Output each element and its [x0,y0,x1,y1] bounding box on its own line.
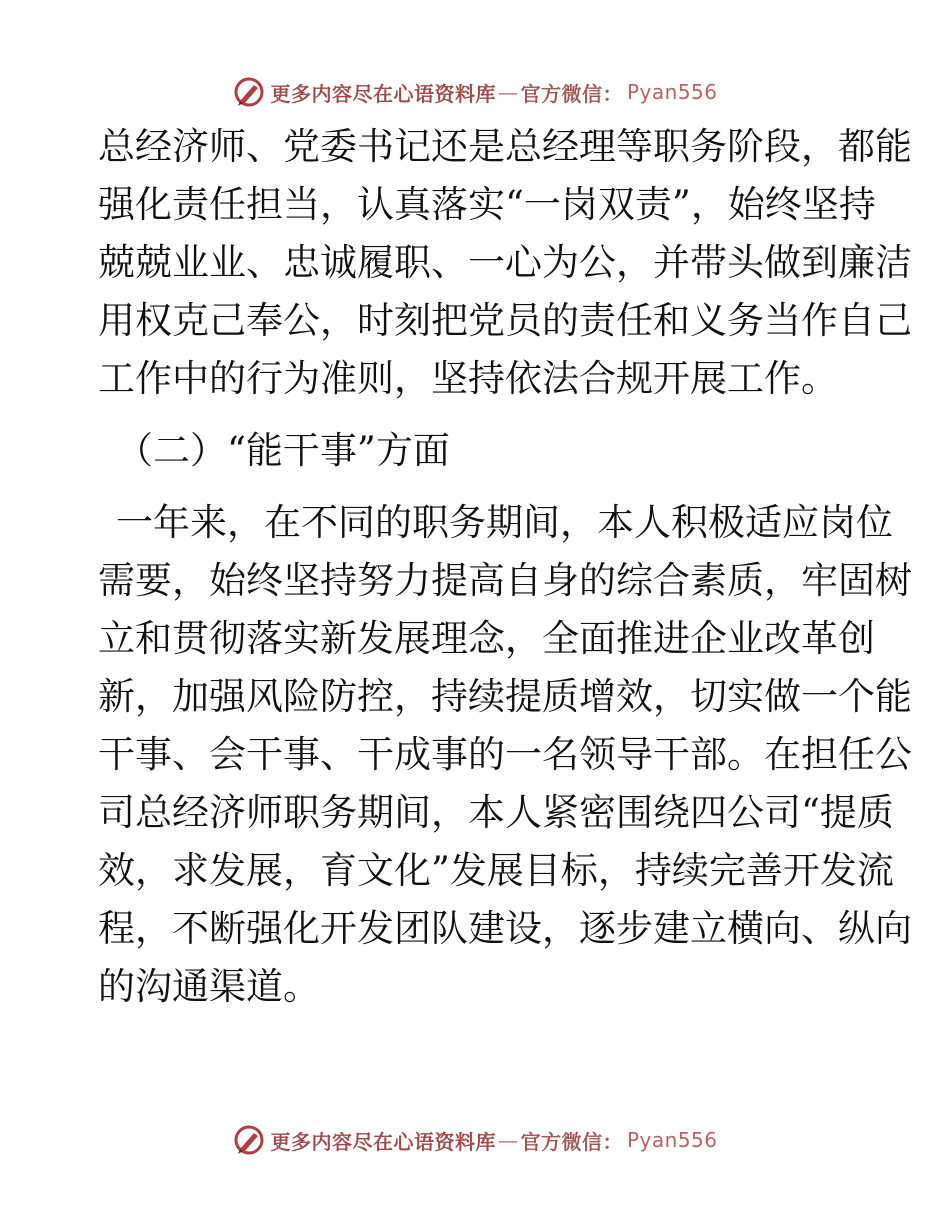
paragraph-line: 强化责任担当，认真落实“一岗双责”，始终坚持 [98,183,876,226]
footer-watermark-id: Pyan556 [626,1128,718,1152]
paragraph-line: 兢兢业业、忠诚履职、一心为公，并带头做到廉洁 [98,241,912,284]
pen-logo-icon [232,1123,266,1157]
header-watermark-id: Pyan556 [626,80,718,104]
paragraph-line: 总经济师、党委书记还是总经理等职务阶段，都能 [98,125,912,168]
footer-watermark-dash: — [497,1128,519,1152]
paragraph-line: 效，求发展，育文化”发展目标，持续完善开发流 [98,849,894,892]
paragraph-line: 的沟通渠道。 [98,965,320,1008]
paragraph-line: 用权克己奉公，时刻把党员的责任和义务当作自己 [98,299,912,342]
paragraph-line: 程，不断强化开发团队建设，逐步建立横向、纵向 [98,907,912,950]
paragraph-line: 新，加强风险防控，持续提质增效，切实做一个能 [98,675,912,718]
footer-watermark-label: 官方微信： [520,1129,623,1154]
header-watermark-label: 官方微信： [520,81,623,106]
paragraph-1 [98,118,912,408]
paragraph-line: 需要，始终坚持努力提高自身的综合素质，牢固树 [98,559,912,602]
pen-logo-icon [232,75,266,109]
paragraph-line: 立和贯彻落实新发展理念，全面推进企业改革创 [98,617,875,660]
paragraph-line: 工作中的行为准则，坚持依法合规开展工作。 [98,357,838,400]
footer-watermark [0,1120,950,1160]
header-watermark-dash: — [497,80,519,104]
paragraph-2 [98,494,912,1016]
paragraph-line: 一年来，在不同的职务期间，本人积极适应岗位 [116,501,893,544]
header-watermark [0,72,950,112]
paragraph-line: 司总经济师职务期间，本人紧密围绕四公司“提质 [98,791,894,834]
document-body [98,118,912,1016]
section-heading: （二）“能干事”方面 [116,429,450,472]
footer-watermark-main: 更多内容尽在心语资料库 [270,1129,496,1154]
paragraph-line: 干事、会干事、干成事的一名领导干部。在担任公 [98,733,912,776]
header-watermark-main: 更多内容尽在心语资料库 [270,81,496,106]
